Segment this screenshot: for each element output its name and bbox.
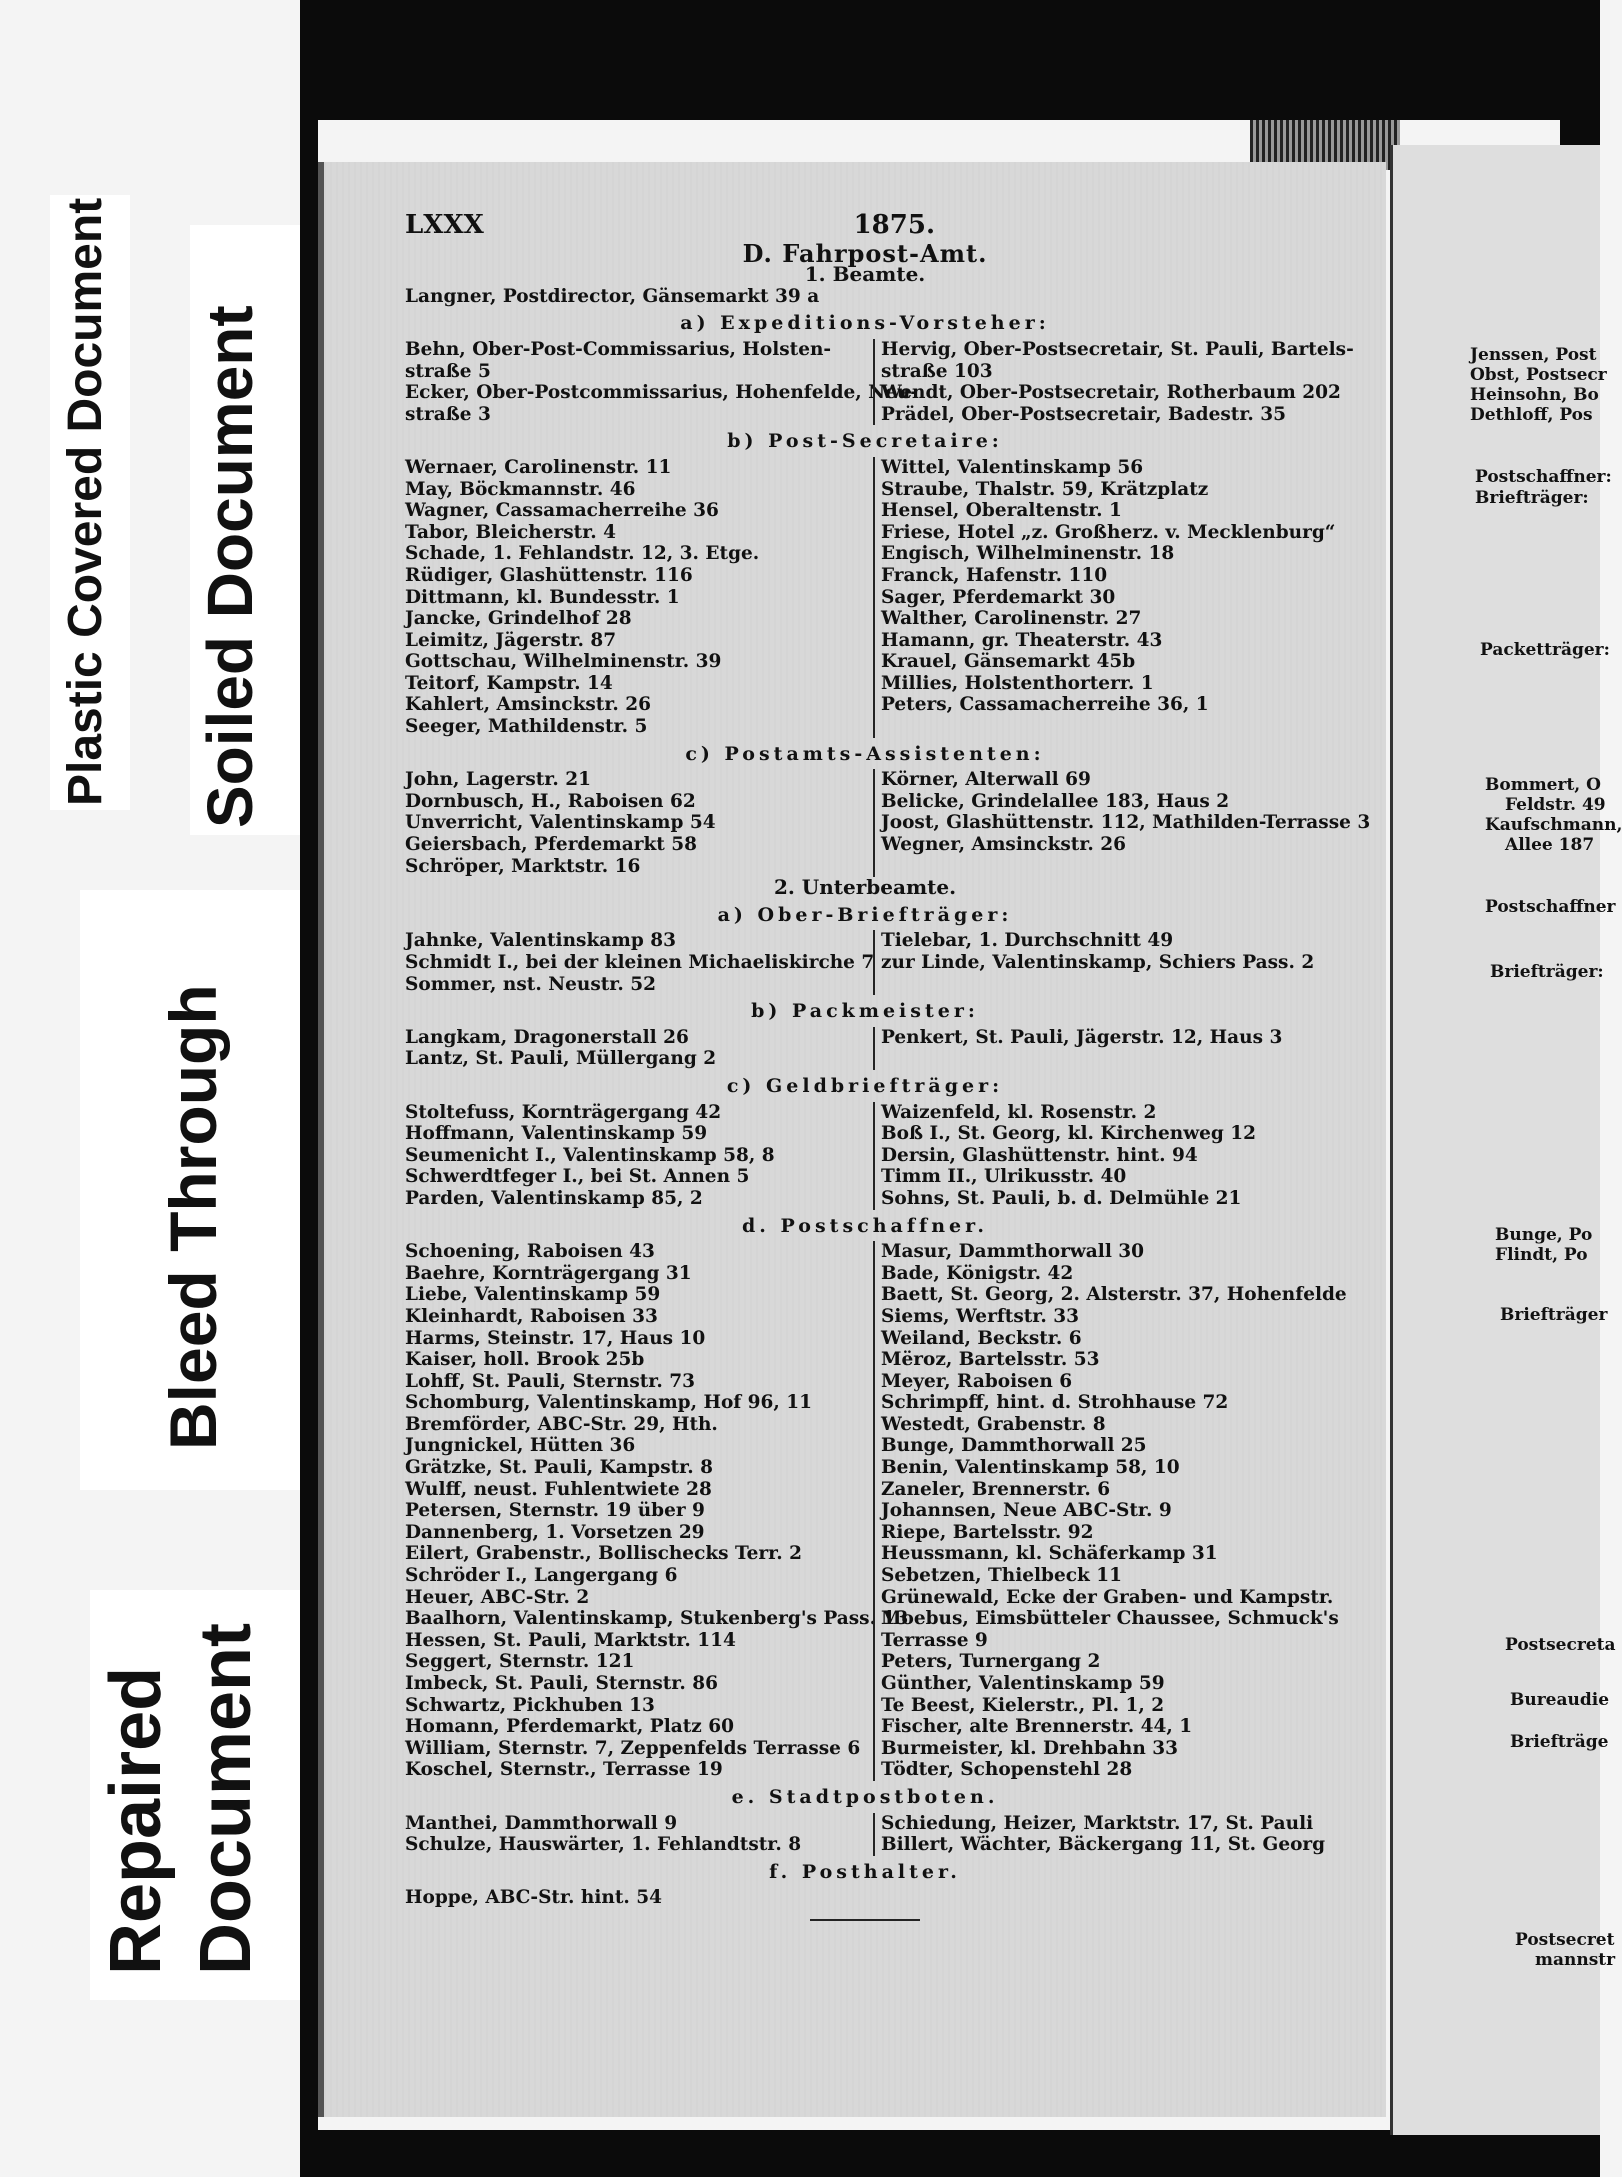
right-column	[873, 769, 1371, 877]
directory-entry: Franck, Hafenstr. 110	[881, 564, 1108, 586]
directory-entry: Wagner, Cassamacherreihe 36	[405, 500, 719, 522]
directory-entry: Penkert, St. Pauli, Jägerstr. 12, Haus 3	[881, 1026, 1283, 1048]
directory-entry: May, Böckmannstr. 46	[405, 478, 636, 500]
directory-entry: Riepe, Bartelsstr. 92	[881, 1521, 1094, 1543]
right-page-label: mannstr	[1535, 1950, 1616, 1970]
section-table	[405, 769, 1371, 877]
directory-content	[405, 210, 1371, 1921]
right-page-line: Kaufschmann,	[1485, 815, 1622, 835]
label-document: Document	[186, 1622, 266, 1975]
right-column	[873, 338, 1354, 425]
directory-entry: Billert, Wächter, Bäckergang 11, St. Georg	[881, 1834, 1326, 1856]
directory-entry: Schiedung, Heizer, Marktstr. 17, St. Pauli	[881, 1812, 1314, 1834]
directory-entry: Imbeck, St. Pauli, Sternstr. 86	[405, 1673, 718, 1694]
directory-entry: Langkam, Dragonerstall 26	[405, 1026, 689, 1048]
directory-entry: Bremförder, ABC-Str. 29, Hth.	[405, 1413, 718, 1435]
directory-entry: Dittmann, kl. Bundesstr. 1	[405, 586, 680, 608]
directory-entry: straße 103	[881, 360, 993, 382]
directory-entry: Rüdiger, Glashüttenstr. 116	[405, 564, 693, 586]
section-table	[405, 456, 1336, 738]
directory-entry: Sohns, St. Pauli, b. d. Delmühle 21	[881, 1187, 1242, 1209]
directory-entry: Krauel, Gänsemarkt 45b	[881, 651, 1136, 673]
right-page-line: Jenssen, Post	[1470, 345, 1597, 365]
directory-entry: zur Linde, Valentinskamp, Schiers Pass. 2	[881, 952, 1315, 973]
directory-entry: straße 5	[405, 360, 491, 382]
directory-entry: Wittel, Valentinskamp 56	[881, 456, 1144, 478]
directory-entry: Hessen, St. Pauli, Marktstr. 114	[405, 1629, 736, 1651]
section-heading: a) Expeditions-Vorsteher:	[680, 312, 1050, 335]
page-header	[405, 210, 935, 240]
directory-entry: Bunge, Dammthorwall 25	[881, 1435, 1147, 1457]
directory-entry: Kaiser, holl. Brook 25b	[405, 1349, 645, 1371]
directory-entry: Walther, Carolinenstr. 27	[881, 608, 1142, 630]
directory-entry: Schröder I., Langergang 6	[405, 1565, 678, 1587]
page-title: D. Fahrpost-Amt.	[742, 238, 988, 268]
section-table	[405, 338, 1354, 425]
directory-entry: Peters, Cassamacherreihe 36, 1	[881, 694, 1209, 716]
directory-entry: Tielebar, 1. Durchschnitt 49	[881, 930, 1174, 952]
section-heading-unterbeamte: 2. Unterbeamte.	[773, 875, 957, 900]
directory-entry: Schröper, Marktstr. 16	[405, 855, 641, 877]
directory-entry: Moebus, Eimsbütteler Chaussee, Schmuck's	[881, 1608, 1339, 1630]
directory-entry: Lantz, St. Pauli, Müllergang 2	[405, 1048, 717, 1070]
directory-entry: Heussmann, kl. Schäferkamp 31	[881, 1543, 1218, 1565]
directory-entry: Weiland, Beckstr. 6	[881, 1327, 1082, 1349]
directory-entry: Dannenberg, 1. Vorsetzen 29	[405, 1521, 705, 1543]
right-page-line: Heinsohn, Bo	[1470, 385, 1599, 405]
directory-entry: Kleinhardt, Raboisen 33	[405, 1305, 658, 1327]
right-page-label: Bureaudie	[1510, 1690, 1610, 1710]
directory-entry: Te Beest, Kielerstr., Pl. 1, 2	[881, 1694, 1165, 1716]
right-page-label: Briefträger:	[1475, 488, 1589, 508]
section-heading: b) Post-Secretaire:	[727, 430, 1003, 453]
page-number: LXXX	[405, 210, 484, 240]
directory-entry: Koschel, Sternstr., Terrasse 19	[405, 1759, 723, 1781]
scan-background-bottom	[300, 2130, 1600, 2177]
scan-background-left	[300, 120, 318, 2130]
right-column	[873, 1241, 1347, 1781]
left-column	[405, 457, 873, 738]
directory-entry: Sommer, nst. Neustr. 52	[405, 973, 656, 995]
directory-entry: Schwerdtfeger I., bei St. Annen 5	[405, 1166, 750, 1188]
right-page-line: Bommert, O	[1485, 775, 1601, 795]
directory-entry: Engisch, Wilhelminenstr. 18	[881, 543, 1175, 565]
directory-entry: Homann, Pferdemarkt, Platz 60	[405, 1716, 734, 1738]
section-heading: b) Packmeister:	[751, 1000, 979, 1023]
right-page-label: Packetträger:	[1480, 640, 1610, 660]
right-page-label: Postsecret	[1515, 1930, 1615, 1950]
directory-entry: Eilert, Grabenstr., Bollischecks Terr. 2	[405, 1543, 802, 1565]
section-table	[405, 1027, 1325, 1070]
directory-entry: Schwartz, Pickhuben 13	[405, 1694, 655, 1716]
directory-entry: Johannsen, Neue ABC-Str. 9	[881, 1500, 1172, 1522]
right-page-line: Flindt, Po	[1495, 1245, 1588, 1265]
section-table	[405, 1813, 1325, 1856]
directory-entry: Wernaer, Carolinenstr. 11	[405, 456, 672, 478]
directory-entry: Baalhorn, Valentinskamp, Stukenberg's Pass. 13	[405, 1608, 909, 1630]
directory-entry: Prädel, Ober-Postsecretair, Badestr. 35	[881, 403, 1286, 425]
left-column	[405, 338, 918, 425]
directory-entry: Joost, Glashüttenstr. 112, Mathilden-Terrasse 3	[881, 812, 1371, 834]
directory-entry: Sager, Pferdemarkt 30	[881, 586, 1116, 608]
left-column	[405, 1241, 909, 1781]
right-column	[873, 1102, 1325, 1210]
right-page-label: Postschaffner	[1485, 897, 1616, 917]
right-page-label: Postschaffner:	[1475, 467, 1612, 487]
directory-entry: Straube, Thalstr. 59, Krätzplatz	[881, 478, 1209, 500]
directory-entry: Petersen, Sternstr. 19 über 9	[405, 1500, 705, 1522]
right-column	[873, 456, 1336, 738]
directory-entry: Baehre, Kornträgergang 31	[405, 1262, 692, 1284]
directory-entry: Schulze, Hauswärter, 1. Fehlandtstr. 8	[405, 1834, 802, 1856]
directory-entry: Tabor, Bleicherstr. 4	[405, 521, 616, 543]
right-page-line: Feldstr. 49	[1505, 795, 1606, 815]
directory-entry: Grätzke, St. Pauli, Kampstr. 8	[405, 1457, 713, 1479]
directory-entry: Waizenfeld, kl. Rosenstr. 2	[881, 1101, 1157, 1123]
directory-entry: Baett, St. Georg, 2. Alsterstr. 37, Hohenfelde	[881, 1284, 1347, 1306]
right-page-label: Briefträge	[1510, 1732, 1609, 1752]
left-column	[405, 1102, 873, 1210]
director-entry: Langner, Postdirector, Gänsemarkt 39 a	[405, 285, 820, 307]
label-repaired: Repaired	[96, 1666, 176, 1975]
directory-entry: Seeger, Mathildenstr. 5	[405, 716, 648, 738]
directory-entry: Jungnickel, Hütten 36	[405, 1435, 636, 1457]
posthalter-entry: Hoppe, ABC-Str. hint. 54	[405, 1887, 663, 1909]
directory-entry: Hoffmann, Valentinskamp 59	[405, 1123, 708, 1145]
right-column	[873, 1813, 1325, 1856]
directory-entry: Bade, Königstr. 42	[881, 1262, 1074, 1284]
directory-entry: Tödter, Schopenstehl 28	[881, 1759, 1133, 1781]
left-column	[405, 930, 873, 995]
directory-entry: Meyer, Raboisen 6	[881, 1370, 1073, 1392]
directory-entry: Burmeister, kl. Drehbahn 33	[881, 1737, 1178, 1759]
directory-entry: Ecker, Ober-Postcommissarius, Hohenfelde, Neu-	[405, 382, 918, 404]
right-page-line: Allee 187	[1505, 835, 1595, 855]
directory-entry: Geiersbach, Pferdemarkt 58	[405, 834, 697, 856]
book-page-right	[1390, 145, 1600, 2135]
directory-entry: Millies, Holstenthorterr. 1	[881, 672, 1154, 694]
directory-entry: Masur, Dammthorwall 30	[881, 1241, 1145, 1263]
directory-entry: Schmidt I., bei der kleinen Michaeliskirche 7	[405, 952, 875, 973]
directory-entry: Leimitz, Jägerstr. 87	[405, 629, 617, 651]
label-bleed-through: Bleed Through	[156, 984, 230, 1450]
right-page-line: Dethloff, Pos	[1470, 405, 1593, 425]
directory-entry: Peters, Turnergang 2	[881, 1651, 1101, 1673]
directory-entry: Friese, Hotel „z. Großherz. v. Mecklenburg“	[881, 521, 1336, 543]
directory-entry: Jancke, Grindelhof 28	[405, 608, 632, 630]
directory-entry: Dersin, Glashüttenstr. hint. 94	[881, 1144, 1198, 1166]
directory-entry: Sebetzen, Thielbeck 11	[881, 1565, 1123, 1587]
directory-entry: Manthei, Dammthorwall 9	[405, 1812, 678, 1834]
section-heading: a) Ober-Briefträger:	[717, 903, 1013, 926]
directory-entry: Belicke, Grindelallee 183, Haus 2	[881, 790, 1230, 812]
directory-entry: Gottschau, Wilhelminenstr. 39	[405, 651, 722, 673]
directory-entry: Behn, Ober-Post-Commissarius, Holsten-	[405, 338, 832, 360]
directory-entry	[881, 856, 1325, 878]
directory-entry: Liebe, Valentinskamp 59	[405, 1284, 661, 1306]
directory-entry: Schrimpff, hint. d. Strohhause 72	[881, 1392, 1229, 1414]
section-heading: e. Stadtpostboten.	[731, 1785, 999, 1808]
directory-entry: straße 3	[405, 403, 491, 425]
page-year: 1875.	[853, 210, 935, 240]
directory-entry: Timm II., Ulrikusstr. 40	[881, 1166, 1127, 1188]
directory-entry: Teitorf, Kampstr. 14	[405, 672, 613, 694]
section-heading: c) Postamts-Assistenten:	[685, 742, 1045, 765]
directory-entry: Grünewald, Ecke der Graben- und Kampstr.	[881, 1586, 1334, 1608]
directory-entry: Benin, Valentinskamp 58, 10	[881, 1457, 1180, 1479]
directory-entry: Schoening, Raboisen 43	[405, 1241, 655, 1263]
section-heading-beamte: 1. Beamte.	[804, 262, 926, 287]
directory-entry: Körner, Alterwall 69	[881, 769, 1091, 791]
directory-entry: Hervig, Ober-Postsecretair, St. Pauli, Bartels-	[881, 338, 1354, 360]
label-soiled: Soiled Document	[194, 305, 266, 828]
right-page-label: Briefträger:	[1490, 962, 1604, 982]
directory-entry: Fischer, alte Brennerstr. 44, 1	[881, 1716, 1193, 1738]
left-column	[405, 769, 873, 877]
directory-entry: Günther, Valentinskamp 59	[881, 1673, 1165, 1694]
right-page-label: Briefträger	[1500, 1305, 1608, 1325]
directory-entry: Seumenicht I., Valentinskamp 58, 8	[405, 1144, 775, 1166]
directory-entry: Schomburg, Valentinskamp, Hof 96, 11	[405, 1392, 813, 1414]
right-page-label: Postsecreta	[1505, 1635, 1616, 1655]
section-table	[405, 1102, 1325, 1210]
directory-entry: Stoltefuss, Kornträgergang 42	[405, 1101, 722, 1123]
directory-entry: Zaneler, Brennerstr. 6	[881, 1478, 1111, 1500]
section-heading: c) Geldbriefträger:	[726, 1074, 1004, 1097]
section-heading: f. Posthalter.	[769, 1860, 961, 1883]
directory-entry	[881, 1048, 1325, 1070]
scan-background-top	[300, 0, 1600, 120]
directory-entry: Kahlert, Amsinckstr. 26	[405, 694, 652, 716]
directory-entry: Unverricht, Valentinskamp 54	[405, 812, 716, 834]
section-table	[405, 930, 1325, 995]
directory-entry: Dornbusch, H., Raboisen 62	[405, 790, 696, 812]
left-column	[405, 1813, 873, 1856]
section-table	[405, 1241, 1347, 1781]
right-column	[873, 1027, 1325, 1070]
directory-entry: Heuer, ABC-Str. 2	[405, 1586, 590, 1608]
directory-entry: Wegner, Amsinckstr. 26	[881, 834, 1127, 856]
directory-entry: Schade, 1. Fehlandstr. 12, 3. Etge.	[405, 543, 760, 565]
directory-entry: Boß I., St. Georg, kl. Kirchenweg 12	[881, 1123, 1257, 1145]
directory-entry: John, Lagerstr. 21	[405, 769, 591, 791]
closing-rule	[810, 1919, 920, 1921]
section-heading: d. Postschaffner.	[742, 1214, 988, 1237]
directory-entry: Jahnke, Valentinskamp 83	[405, 930, 676, 952]
directory-entry: Siems, Werftstr. 33	[881, 1305, 1079, 1327]
right-page-line: Bunge, Po	[1495, 1225, 1593, 1245]
directory-entry: Westedt, Grabenstr. 8	[881, 1413, 1106, 1435]
directory-entry: Terrasse 9	[881, 1629, 988, 1651]
directory-entry: Parden, Valentinskamp 85, 2	[405, 1187, 703, 1209]
directory-entry: Hensel, Oberaltenstr. 1	[881, 500, 1122, 522]
directory-entry: Hamann, gr. Theaterstr. 43	[881, 629, 1163, 651]
directory-entry: Wendt, Ober-Postsecretair, Rotherbaum 202	[881, 382, 1341, 404]
directory-entry: William, Sternstr. 7, Zeppenfelds Terrasse 6	[405, 1737, 861, 1759]
directory-entry: Seggert, Sternstr. 121	[405, 1651, 635, 1673]
directory-entry	[881, 974, 1325, 996]
right-page-line: Obst, Postsecr	[1470, 365, 1607, 385]
directory-entry	[881, 716, 1325, 738]
label-plastic-covered: Plastic Covered Document	[59, 197, 112, 806]
right-column	[873, 930, 1325, 995]
directory-entry: Mëroz, Bartelsstr. 53	[881, 1349, 1100, 1371]
directory-entry: Wulff, neust. Fuhlentwiete 28	[405, 1478, 712, 1500]
directory-entry: Lohff, St. Pauli, Sternstr. 73	[405, 1370, 695, 1392]
directory-entry: Harms, Steinstr. 17, Haus 10	[405, 1327, 706, 1349]
left-column	[405, 1027, 873, 1070]
